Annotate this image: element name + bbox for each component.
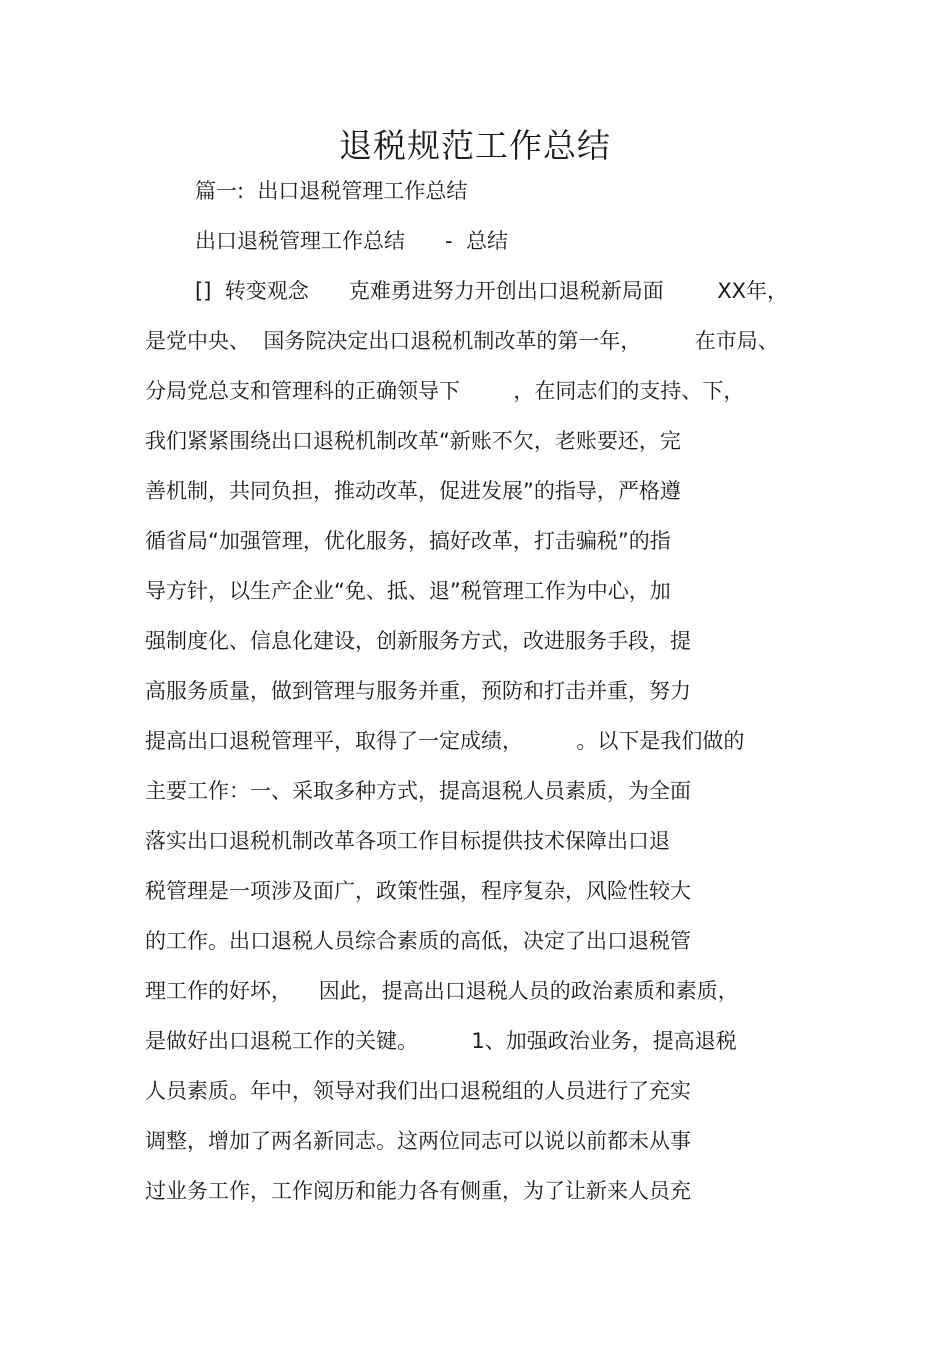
body-line: 理工作的好坏， 因此，提高出口退税人员的政治素质和素质， (145, 979, 739, 1003)
body-line: 的工作。出口退税人员综合素质的高低，决定了出口退税管 (145, 929, 691, 953)
heading-line: 篇一: 出口退税管理工作总结 (195, 179, 468, 203)
body-line: 是党中央、 国务院决定出口退税机制改革的第一年， 在市局、 (145, 329, 779, 353)
body-line: 善机制，共同负担，推动改革，促进发展”的指导，严格遵 (145, 479, 681, 503)
body-line: 强制度化、信息化建设，创新服务方式，改进服务手段，提 (145, 629, 691, 653)
body-line: 导方针，以生产企业“免、抵、退”税管理工作为中心，加 (145, 579, 671, 603)
body-line: 人员素质。年中，领导对我们出口退税组的人员进行了充实 (145, 1079, 691, 1103)
body-line: 循省局“加强管理，优化服务，搞好改革，打击骗税”的指 (145, 529, 671, 553)
body-line: 调整，增加了两名新同志。这两位同志可以说以前都未从事 (145, 1129, 691, 1153)
body-line: 是做好出口退税工作的关键。 1、加强政治业务，提高退税 (145, 1029, 737, 1053)
body-line: 税管理是一项涉及面广，政策性强，程序复杂，风险性较大 (145, 879, 691, 903)
subheading-line: 出口退税管理工作总结 - 总结 (195, 229, 508, 253)
body-line: 我们紧紧围绕出口退税机制改革“新账不欠，老账要还，完 (145, 429, 681, 453)
body-line: 提高出口退税管理平，取得了一定成绩， 。以下是我们做的 (145, 729, 745, 753)
body-line: 分局党总支和管理科的正确领导下 ，在同志们的支持、下， (145, 379, 745, 403)
document-title: 退税规范工作总结 (339, 126, 611, 165)
body-line: 落实出口退税机制改革各项工作目标提供技术保障出口退 (145, 829, 670, 853)
body-line: 主要工作：一、采取多种方式，提高退税人员素质，为全面 (145, 779, 691, 803)
body-line: 过业务工作，工作阅历和能力各有侧重，为了让新来人员充 (145, 1179, 691, 1203)
body-line: 高服务质量，做到管理与服务并重，预防和打击并重，努力 (145, 679, 691, 703)
first-paragraph-line: [] 转变观念 克难勇进努力开创出口退税新局面 XX年， (195, 279, 788, 303)
